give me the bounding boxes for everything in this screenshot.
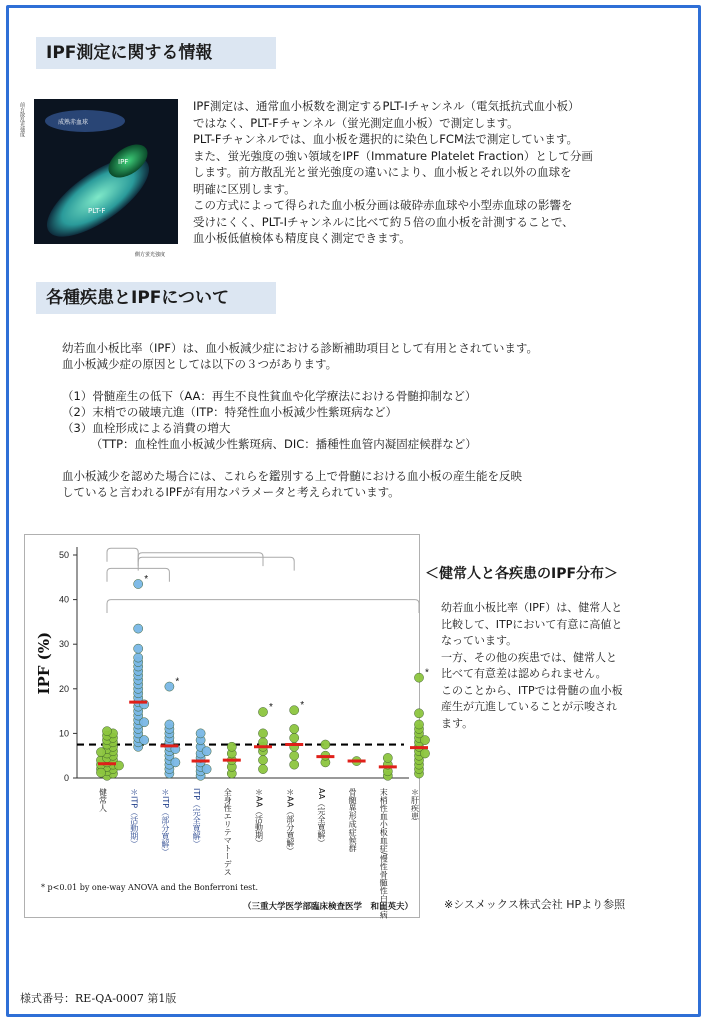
data-point <box>383 753 392 762</box>
data-point <box>102 727 111 736</box>
pltf-label: PLT-F <box>88 207 106 215</box>
chart-svg <box>25 535 429 919</box>
data-point <box>258 707 267 716</box>
caption-line: 比べて有意差は認められません。 <box>441 667 607 680</box>
caption-line: 産生が亢進していることが示唆され <box>441 700 617 713</box>
s2-line: 幼若血小板比率（IPF）は、血小板減少症における診断補助項目として有用とされています。 <box>62 341 539 355</box>
s1-line: また、蛍光強度の強い領域をIPF（Immature Platelet Fraction）として分画 <box>193 148 593 163</box>
data-point <box>290 760 299 769</box>
s1-line: IPF測定は、通常血小板数を測定するPLT-Iチャンネル（電気抵抗式血小板） <box>193 99 580 113</box>
s2-line: （2）末梢での破壊亢進（ITP：特発性血小板減少性紫斑病など） <box>62 405 398 419</box>
data-point <box>134 644 143 653</box>
scatter-image <box>20 97 180 262</box>
data-point <box>196 729 205 738</box>
x-category-label: ＊AA（部分寛解） <box>285 788 295 856</box>
diseases-text <box>62 340 682 500</box>
data-point <box>140 735 149 744</box>
data-point <box>290 751 299 760</box>
significance-star: * <box>425 667 429 679</box>
s1-line: します。前方散乱光と蛍光強度の違いにより、血小板とそれ以外の血球を <box>193 165 572 179</box>
y-tick-label: 30 <box>58 639 69 650</box>
data-point <box>290 706 299 715</box>
x-category-label: ＊肝疾患 <box>410 788 420 820</box>
data-point <box>96 748 105 757</box>
data-point <box>96 768 105 777</box>
s1-line: ではなく、PLT-Fチャンネル（蛍光測定血小板）で測定します。 <box>193 115 519 130</box>
caption-line: ます。 <box>441 716 474 730</box>
data-point <box>258 729 267 738</box>
data-point <box>165 720 174 729</box>
x-category-label: ＊ITP（部分寛解） <box>160 788 170 857</box>
rbc-label: 成熟赤血球 <box>58 119 89 126</box>
section-heading-diseases: 各種疾患とIPFについて <box>36 282 276 314</box>
data-point <box>321 740 330 749</box>
y-tick-label: 40 <box>58 594 69 605</box>
figure-title: ＜健常人と各疾患のIPF分布＞ <box>425 566 619 582</box>
s2-line: （3）血栓形成による消費の増大 <box>62 421 231 435</box>
data-point <box>134 579 143 588</box>
figure-caption <box>441 600 691 732</box>
data-point <box>290 733 299 742</box>
s1-line: PLT-Fチャンネルでは、血小板を選択的に染色しFCM法で測定しています。 <box>193 132 578 146</box>
caption-line: 比較して、ITPにおいて有意に高値と <box>441 617 623 631</box>
data-point <box>165 682 174 691</box>
s2-line <box>62 452 682 468</box>
data-point <box>202 764 211 773</box>
s1-line: この方式によって得られた血小板分画は破砕赤血球や小型赤血球の影響を <box>193 198 573 212</box>
significance-bracket <box>107 548 138 561</box>
significance-star: * <box>175 676 180 688</box>
caption-line: なっています。 <box>441 634 518 647</box>
x-category-label: 健常人 <box>98 788 108 812</box>
caption-line: 一方、その他の疾患では、健常人と <box>441 650 617 664</box>
ipf-measurement-text <box>193 98 693 247</box>
data-point <box>414 709 423 718</box>
form-number: 様式番号：RE-QA-0007 第1版 <box>20 992 177 1005</box>
s1-line: 受けにくく、PLT-Iチャンネルに比べて約５倍の血小板を計測することで、 <box>193 214 574 229</box>
data-point <box>134 624 143 633</box>
ipf-label: IPF <box>118 158 129 166</box>
data-point <box>258 756 267 765</box>
data-point <box>202 747 211 756</box>
figure-footnote: * p<0.01 by one-way ANOVA and the Bonferroni test. <box>41 883 259 892</box>
data-point <box>420 749 429 758</box>
s2-line: 血小板減少を認めた場合には、これらを鑑別する上で骨髄における血小板の産生能を反映 <box>62 469 522 483</box>
y-tick-label: 0 <box>63 773 69 783</box>
significance-bracket <box>107 600 419 613</box>
data-point <box>420 735 429 744</box>
data-point <box>290 724 299 733</box>
data-point <box>134 653 143 662</box>
y-tick-label: 50 <box>58 550 69 560</box>
y-tick-label: 20 <box>58 683 69 694</box>
s1-line: 明確に区別します。 <box>193 181 296 196</box>
s2-line: （TTP：血栓性血小板減少性紫斑病、DIC：播種性血管内凝固症候群など） <box>62 437 477 451</box>
caption-line: 幼若血小板比率（IPF）は、健常人と <box>441 601 623 614</box>
significance-star: * <box>144 573 149 585</box>
ipf-distribution-chart <box>24 534 429 919</box>
s2-line: （1）骨髄産生の低下（AA：再生不良性貧血や化学療法における骨髄抑制など） <box>62 389 477 403</box>
data-point <box>171 758 180 767</box>
x-category-label: 末梢性血小板血症/慢性骨髄性白血病 <box>379 788 389 919</box>
significance-bracket <box>138 553 263 566</box>
significance-star: * <box>300 700 305 712</box>
data-point <box>227 742 236 751</box>
section-heading-ipf-measurement: IPF測定に関する情報 <box>36 37 276 69</box>
x-category-label: ＊ITP（活動期） <box>129 788 139 849</box>
x-axis-label: 側方蛍光強度 <box>135 252 166 258</box>
x-category-label: 骨髄異形成症候群 <box>348 788 358 852</box>
s1-line: 血小板低値検体も精度良く測定できます。 <box>193 231 411 245</box>
s2-line: 血小板減少症の原因としては以下の３つがあります。 <box>62 357 338 371</box>
x-category-label: 全身性エリテマトーデス <box>223 788 233 876</box>
caption-line: このことから、ITPでは骨髄の血小板 <box>441 683 623 697</box>
y-axis-label: 前方散乱光強度 <box>19 102 25 137</box>
data-point <box>140 718 149 727</box>
source-note: ※シスメックス株式会社 HPより参照 <box>444 898 626 911</box>
x-category-label: AA（完全寛解） <box>316 788 326 848</box>
y-axis-title: IPF (%) <box>35 631 53 695</box>
x-category-label: ＊AA（活動期） <box>254 788 264 848</box>
s2-line: していると言われるIPFが有用なパラメータと考えられています。 <box>62 485 400 499</box>
y-tick-label: 10 <box>58 728 69 739</box>
data-point <box>414 673 423 682</box>
significance-star: * <box>269 701 273 713</box>
data-point <box>414 720 423 729</box>
x-category-label: ITP（完全寛解） <box>192 788 202 849</box>
figure-credit: （三重大学医学部臨床検査医学 和田英夫） <box>242 902 413 912</box>
s2-line <box>62 372 682 388</box>
data-point <box>258 764 267 773</box>
